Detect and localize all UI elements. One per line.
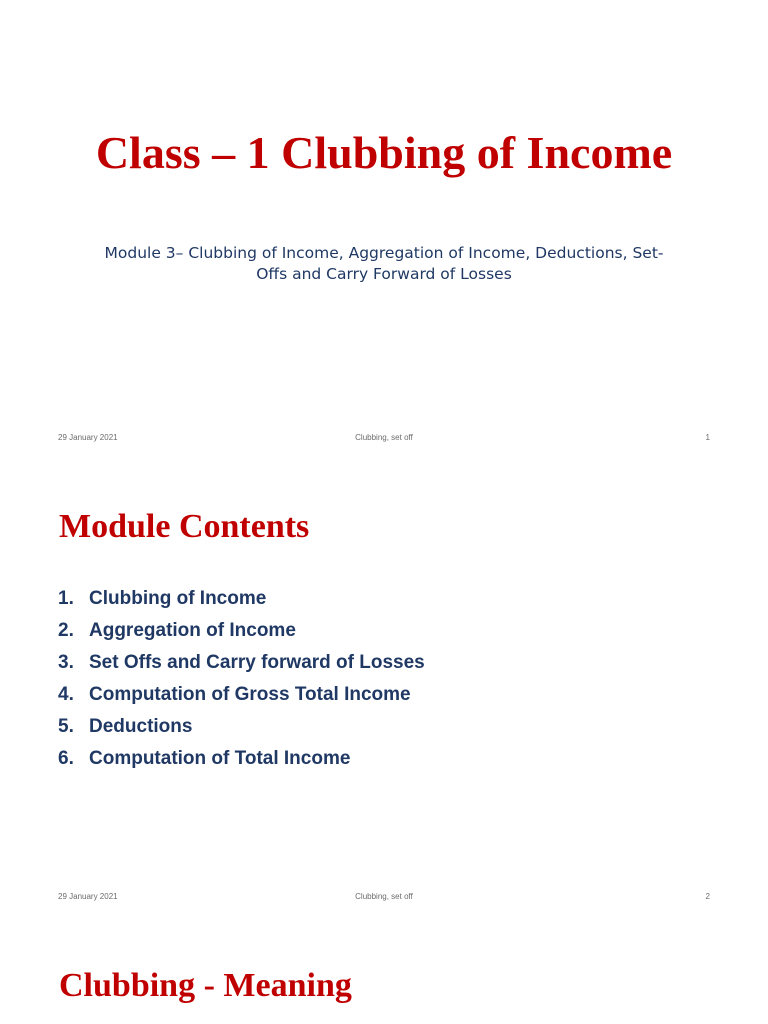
list-item-label: Aggregation of Income (89, 620, 296, 641)
slide-2 (0, 459, 768, 918)
footer-date: 29 January 2021 (58, 892, 118, 901)
slide-title: Clubbing - Meaning (59, 967, 352, 1004)
slide-subtitle: Module 3– Clubbing of Income, Aggregation of Income, Deductions, Set-Offs and Carry Forward of Losses (104, 244, 664, 283)
list-item-number: 4. (58, 684, 74, 705)
footer-title: Clubbing, set off (355, 433, 413, 442)
list-item-number: 1. (58, 588, 74, 609)
slide-3 (0, 918, 768, 1024)
list-item-number: 6. (58, 748, 74, 769)
list-item (58, 743, 425, 775)
list-item-number: 3. (58, 652, 74, 673)
list-item-label: Clubbing of Income (89, 588, 267, 609)
list-item (58, 679, 425, 711)
list-item-number: 2. (58, 620, 74, 641)
footer-page-number: 1 (705, 433, 710, 442)
slide-1 (0, 0, 768, 459)
list-item (58, 647, 425, 679)
list-item (58, 615, 425, 647)
list-item (58, 711, 425, 743)
footer-date: 29 January 2021 (58, 433, 118, 442)
list-item-label: Set Offs and Carry forward of Losses (89, 652, 425, 673)
list-item-label: Deductions (89, 716, 193, 737)
footer-page-number: 2 (705, 892, 710, 901)
slide-title: Class – 1 Clubbing of Income (95, 127, 673, 178)
list-item (58, 583, 425, 615)
contents-list (58, 583, 425, 775)
list-item-label: Computation of Gross Total Income (89, 684, 411, 705)
footer-title: Clubbing, set off (355, 892, 413, 901)
list-item-label: Computation of Total Income (89, 748, 351, 769)
list-item-number: 5. (58, 716, 74, 737)
slide-title: Module Contents (59, 508, 310, 545)
